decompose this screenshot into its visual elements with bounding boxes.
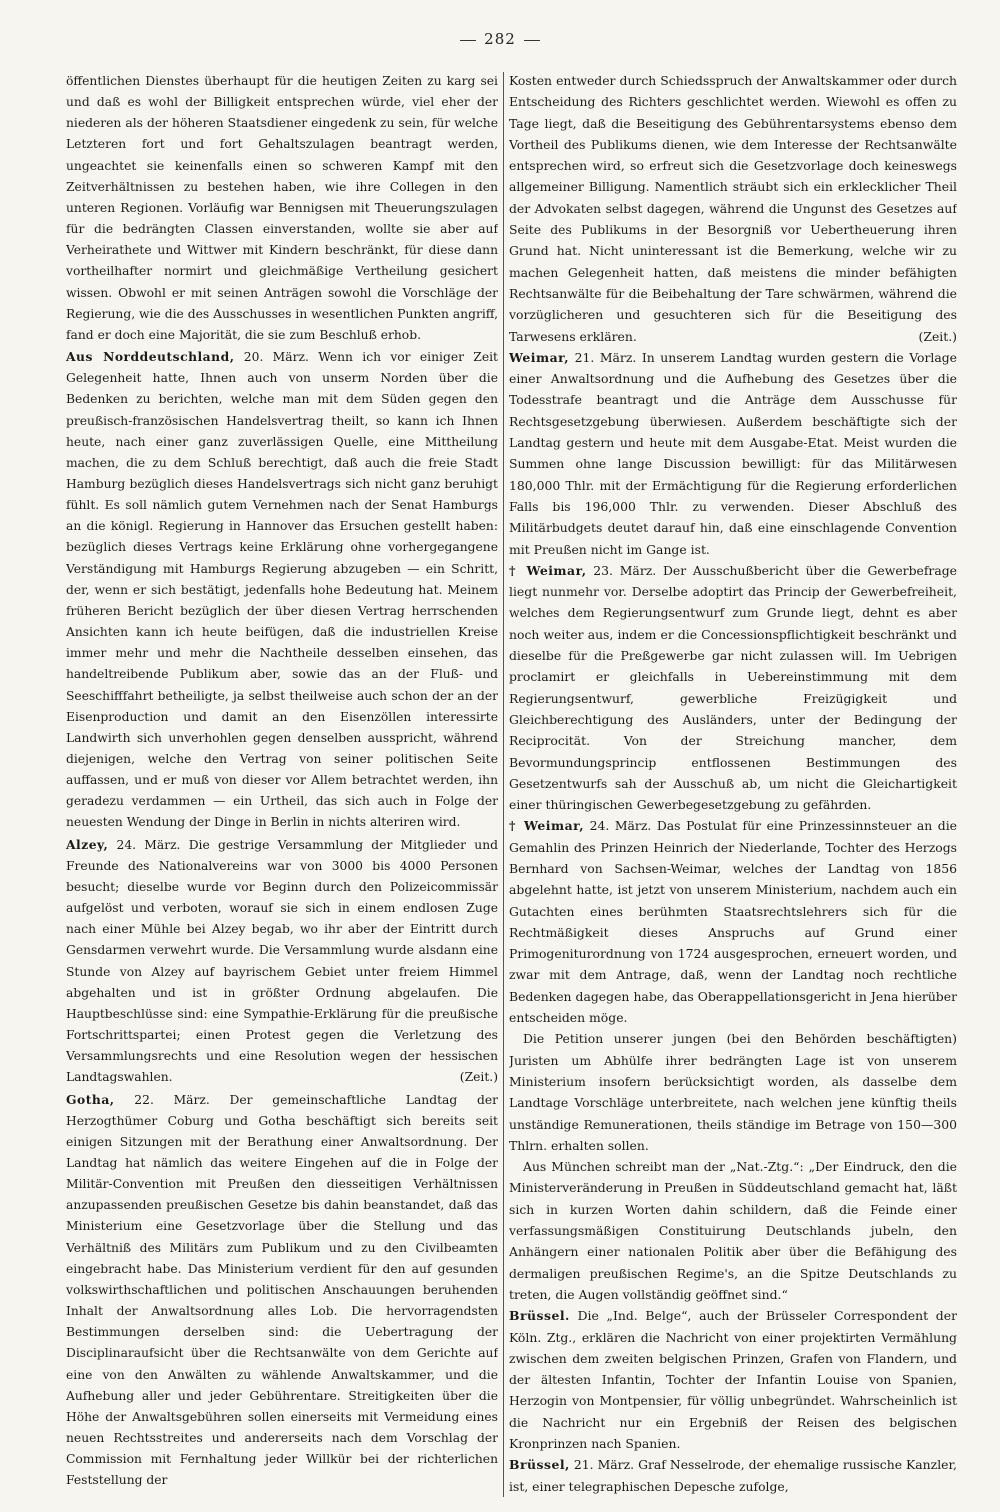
article-dateline: 24. März. xyxy=(584,818,652,834)
article-place: Brüssel, xyxy=(509,1457,570,1473)
article-paragraph xyxy=(509,1305,957,1454)
article-dateline: 23. März. xyxy=(586,562,657,578)
right-column xyxy=(509,70,957,1500)
column-divider xyxy=(503,72,504,1497)
article-paragraph xyxy=(66,1089,498,1492)
article-place: Alzey, xyxy=(66,836,109,852)
article-text: Der gemeinschaftliche Landtag der Herzogthümer Coburg und Gotha beschäftigt sich bereits seit einigen Sitzungen mit der Berathung einer Anwaltsordnung. Der Landtag hat nämlich das weitere Eingehen auf die in Folge der Militär-Convention mit Preußen den diesseitigen Verhältnissen anzupassenden preußischen Gesetze bis dahin beanstandet, daß das Ministerium eine Gesetzvorlage über die Stellung und das Verhältniß des Militärs zum Publikum und zu den Civilbeamten eingebracht habe. Das Ministerium verdient für den auf gesunden volkswirthschaftlichen und politischen Anschauungen beruhenden Inhalt der Anwaltsordnung alles Lob. Die hervorragendsten Bestimmungen derselben sind: die Uebertragung der Disciplinaraufsicht über die Rechtsanwälte von dem Gerichte auf eine von den Anwälten zu wählende Anwaltskammer, und die Aufhebung aller und jeder Gebührentare. Streitigkeiten über die Höhe der Anwaltsgebühren sollen einerseits mit Vermeidung eines neuen Rechtsstreites und andererseits nach dem Vorschlag der Commission mit Fernhaltung jeder Willkür bei der richterlichen Feststellung der xyxy=(66,1092,498,1488)
page-number-value: 282 xyxy=(484,30,516,48)
article-paragraph xyxy=(509,70,957,347)
article-paragraph xyxy=(66,346,498,834)
article-paragraph xyxy=(66,70,498,346)
article-text: Aus München schreibt man der „Nat.-Ztg.“: „Der Eindruck, den die Ministerveränderung in Preußen in Süddeutschland gemacht hat, läßt sich in kurzen Worten dahin schildern, daß die Feinde einer verfassungsmäßigen Constituirung Deutschlands jubeln, den Anhängern einer nationalen Politik aber über die Befähigung des dermaligen preußischen Regime's, an die Spitze Deutschlands zu treten, die Augen vollständig geöffnet sind.“ xyxy=(509,1159,957,1302)
article-dateline: 22. März. xyxy=(114,1092,210,1107)
article-paragraph xyxy=(509,1156,957,1305)
article-dateline: 21. März. xyxy=(569,349,637,365)
article-text: Wenn ich vor einiger Zeit Gelegenheit hatte, Ihnen auch von unserm Norden über die Bedenken zu berichten, welche man mit dem Süden gegen den preußisch-französischen Handelsvertrag theilt, so kann ich Ihnen heute, nach einer ganz zuverlässigen Quelle, eine Mittheilung machen, die zu dem Schluß berechtigt, daß auch die freie Stadt Hamburg bezüglich dieses Handelsvertrags sich nicht ganz beruhigt fühlt. Es soll nämlich gutem Vernehmen nach der Senat Hamburgs an die königl. Regierung in Hannover das Ersuchen gestellt haben: bezüglich dieses Vertrags keine Erklärung ohne vorhergegangene Verständigung mit Hamburgs Regierung abzugeben — ein Schritt, der, wenn er sich bestätigt, jedenfalls hohe Bedeutung hat. Meinem früheren Bericht bezüglich der über diesen Vertrag herrschenden Ansichten kann ich heute beifügen, daß die industriellen Kreise immer mehr und mehr die Nachtheile desselben einsehen, das handeltreibende Publikum aber, sowie das an der Fluß- und Seeschifffahrt betheiligte, ja selbst theilweise auch schon der an der Eisenproduction und damit an den Eisenzöllen interessirte Landwirth sich unverhohlen gegen denselben ausspricht, während diejenigen, welche den Vertrag von seiner politischen Seite auffassen, und er muß von dieser vor Allem betrachtet werden, ihn geradezu verdammen — ein Urtheil, das sich auch in Folge der neuesten Wendung der Dinge in Berlin in nichts alteriren wird. xyxy=(66,350,498,830)
article-place: Aus Norddeutschland, xyxy=(66,349,235,365)
article-place: Gotha, xyxy=(66,1091,115,1107)
article-paragraph xyxy=(509,1028,957,1156)
article-dateline: 21. März. xyxy=(569,1457,635,1473)
article-paragraph xyxy=(66,834,498,1089)
article-text: öffentlichen Dienstes überhaupt für die heutigen Zeiten zu karg sei und daß es wohl der Billigkeit entsprechen würde, viel eher der niederen als der höheren Staatsdiener eingedenk zu sein, für welche Letzteren fort und fort Gehaltszulagen beantragt werden, ungeachtet sie keinenfalls einen so schweren Kampf mit den Zeitverhältnissen zu bestehen haben, wie ihre Collegen in den unteren Regionen. Vorläufig war Bennigsen mit Theuerungszulagen für die bedrängten Classen einverstanden, wollte sie aber auf Verheirathete und Wittwer mit Kindern beschränkt, für diese dann vortheilhafter normirt und gleichmäßige Vertheilung gesichert wissen. Obwohl er mit seinen Anträgen sowohl die Vorschläge der Regierung, wie die des Ausschusses in wesentlichen Punkten angriff, fand er doch eine Majorität, die sie zum Beschluß erhob. xyxy=(66,74,498,342)
article-place: Brüssel. xyxy=(509,1308,570,1324)
article-text: Die gestrige Versammlung der Mitglieder und Freunde des Nationalvereins war von 3000 bis 4000 Personen besucht; dieselbe wurde vor Beginn durch den Polizeicommissär aufgelöst und verboten, worauf sie sich in einem endlosen Zuge nach einer Mühle bei Alzey begab, wo ihr aber der Eintritt durch Gensdarmen verwehrt wurde. Die Versammlung wurde alsdann eine Stunde von Alzey auf bayrischem Gebiet unter freiem Himmel abgehalten und ist in größter Ordnung abgelaufen. Die Hauptbeschlüsse sind: eine Sympathie-Erklärung für die preußische Fortschrittspartei; einen Protest gegen die Verletzung des Versammlungsrechts und eine Resolution wegen der hessischen Landtagswahlen. xyxy=(66,837,498,1085)
article-text: Graf Nesselrode, der ehemalige russische Kanzler, ist, einer telegraphischen Depesche zufolge, xyxy=(509,1457,957,1494)
article-text: Kosten entweder durch Schiedsspruch der Anwaltskammer oder durch Entscheidung des Richters geschlichtet werden. Wiewohl es offen zu Tage liegt, daß die Beseitigung des Gebührentarsystems ebenso dem Vortheil des Publikums dienen, wie dem Interesse der Rechtsanwälte entsprechen wird, so erfreut sich die Gesetzvorlage doch keineswegs allgemeiner Billigung. Namentlich sträubt sich ein erklecklicher Theil der Advokaten selbst dagegen, während die Ungunst des Gesetzes auf Seite des Publikums in der Besorgniß vor Uebertheuerung ihren Grund hat. Nicht uninteressant ist die Bemerkung, welche wir zu machen Gelegenheit hatten, daß meistens die minder befähigten Rechtsanwälte für die Beibehaltung der Tare schwärmen, während die vorzüglicheren und gesuchteren sich für die Beseitigung des Tarwesens erklären. xyxy=(509,73,957,344)
page-number-dash-right xyxy=(524,40,540,41)
article-source: (Zeit.) xyxy=(459,1070,498,1085)
article-text: Die „Ind. Belge“, auch der Brüsseler Correspondent der Köln. Ztg., erklären die Nachricht von einer projektirten Vermählung zwischen dem zweiten belgischen Prinzen, Grafen von Flandern, und der ältesten Infantin, Tochter der Infantin Louise von Spanien, Herzogin von Montpensier, für völlig unbegründet. Wahrscheinlich ist die Nachricht nur ein Ergebniß der Reisen des belgischen Kronprinzen nach Spanien. xyxy=(509,1308,957,1451)
article-place: † Weimar, xyxy=(509,818,585,834)
article-paragraph xyxy=(509,1454,957,1497)
article-text: Die Petition unserer jungen (bei den Behörden beschäftigten) Juristen um Abhülfe ihrer bedrängten Lage ist von unserem Ministerium insofern berücksichtigt worden, als dasselbe dem Landtage Vorschläge unterbreitete, nach welchen jene künftig theils unständige Remunerationen, theils ständige im Betrage von 150—300 Thlrn. erhalten sollen. xyxy=(509,1031,957,1153)
article-source: (Zeit.) xyxy=(918,328,957,344)
page-number xyxy=(0,30,1000,48)
page-number-dash-left xyxy=(460,40,476,41)
article-text: In unserem Landtag wurden gestern die Vorlage einer Anwaltsordnung und die Aufhebung des Gesetzes über die Todesstrafe beantragt und die Anträge dem Ausschusse für Rechtsgesetzgebung überwiesen. Außerdem beschäftigte sich der Landtag gestern und heute mit dem Ausgabe-Etat. Meist wurden die Summen ohne lange Discussion bewilligt: für das Militärwesen 180,000 Thlr. mit der Ermächtigung für die Regierung erforderlichen Falls bis 196,000 Thlr. zu verwenden. Dieser Abschluß des Militärbudgets deutet darauf hin, daß eine einschlagende Convention mit Preußen nicht im Gange ist. xyxy=(509,349,957,557)
article-text: Der Ausschußbericht über die Gewerbefrage liegt nunmehr vor. Derselbe adoptirt das Princip der Gewerbefreiheit, welches dem Regierungsentwurf zum Grunde liegt, dehnt es aber noch weiter aus, indem er die Concessionspflichtigkeit beschränkt und dieselbe für die Preßgewerbe gar nicht zulassen will. Im Uebrigen proclamirt er gleichfalls in Uebereinstimmung mit dem Regierungsentwurf, gewerbliche Freizügigkeit und Gleichberechtigung des Ausländers, unter der Bedingung der Reciprocität. Von der Streichung mancher, dem Bevormundungsprincip entflossenen Bestimmungen des Gesetzentwurfs sah der Ausschuß ab, um nicht die Gleichartigkeit einer thüringischen Gewerbegesetzgebung zu gefährden. xyxy=(509,562,957,813)
article-paragraph xyxy=(509,347,957,560)
article-dateline: 20. März. xyxy=(234,350,309,365)
article-paragraph xyxy=(509,815,957,1028)
article-text: Das Postulat für eine Prinzessinnsteuer an die Gemahlin des Prinzen Heinrich der Niederlande, Tochter des Herzogs Bernhard von Sachsen-Weimar, welches der Landtag von 1856 abgelehnt hatte, ist jetzt von unserem Ministerium, nachdem auch ein Gutachten eines berühmten Staatsrechtslehrers sich für die Rechtmäßigkeit dieses Anspruchs auf Grund einer Primogeniturordnung von 1724 ausgesprochen, erneuert worden, und zwar mit dem Antrage, daß, wenn der Landtag noch rechtliche Bedenken dagegen habe, das Oberappellationsgericht in Jena hierüber entscheiden möge. xyxy=(509,818,957,1026)
article-dateline: 24. März. xyxy=(108,837,181,852)
left-column xyxy=(66,70,498,1500)
article-place: † Weimar, xyxy=(509,562,587,578)
article-place: Weimar, xyxy=(509,349,570,365)
article-paragraph xyxy=(509,560,957,816)
